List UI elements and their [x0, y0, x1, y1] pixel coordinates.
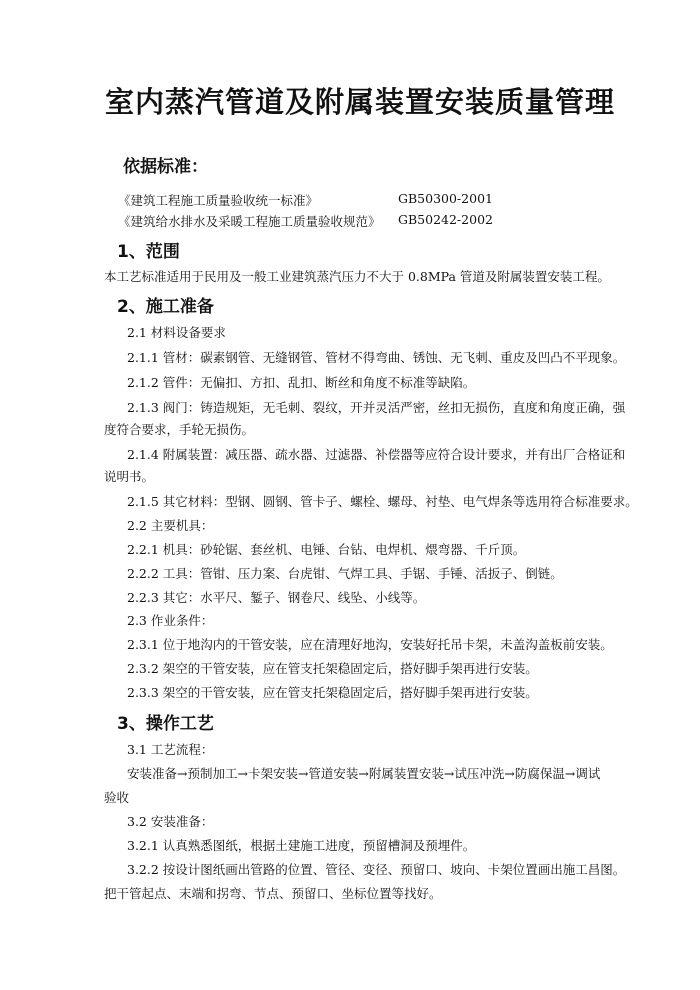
section-1-heading: 1、范围	[117, 242, 180, 262]
section-1-text: 本工艺标准适用于民用及一般工业建筑蒸汽压力不大于 0.8MPa 管道及附属装置安装工程。	[104, 269, 610, 284]
clause-3-2-2: 3.2.2 按设计图纸画出管路的位置、管径、变径、预留口、坡向、卡架位置画出施工昌图。	[127, 862, 626, 877]
clause-3-1: 3.1 工艺流程：	[127, 742, 214, 757]
standard-name: 《建筑给水排水及采暖工程施工质量验收规范》	[118, 214, 381, 229]
clause-2-1-3: 2.1.3 阀门：铸造规矩，无毛刺、裂纹，开并灵活严密，丝扣无损伤，直度和角度正确，强	[127, 400, 626, 415]
clause-2-2: 2.2 主要机具：	[127, 518, 214, 533]
section-3-heading: 3、操作工艺	[117, 714, 214, 734]
clause-2-1-4: 2.1.4 附属装置：减压器、疏水器、过滤器、补偿器等应符合设计要求，并有出厂合格证和	[127, 447, 626, 462]
clause-2-1: 2.1 材料设备要求	[127, 325, 226, 340]
process-flow: 安装准备→预制加工→卡架安装→管道安装→附属装置安装→试压冲洗→防腐保温→调试	[127, 766, 601, 781]
clause-2-1-3-continued: 度符合要求，手轮无损伤。	[104, 422, 255, 437]
basis-heading: 依据标准：	[123, 157, 208, 177]
clause-2-1-5: 2.1.5 其它材料：型钢、圆钢、管卡子、螺栓、螺母、衬垫、电气焊条等选用符合标准要求。	[127, 494, 638, 509]
clause-2-2-3: 2.2.3 其它：水平尺、錾子、钢卷尺、线坠、小线等。	[127, 590, 426, 605]
clause-2-3: 2.3 作业条件：	[127, 613, 214, 628]
clause-2-1-2: 2.1.2 管件：无偏扣、方扣、乱扣、断丝和角度不标准等缺陷。	[127, 375, 476, 390]
clause-2-2-2: 2.2.2 工具：管钳、压力案、台虎钳、气焊工具、手锯、手锤、活扳子、倒链。	[127, 566, 563, 581]
clause-2-3-3: 2.3.3 架空的干管安装，应在管支托架稳固定后，搭好脚手架再进行安装。	[127, 685, 538, 700]
clause-3-2: 3.2 安装准备：	[127, 814, 214, 829]
clause-2-3-1: 2.3.1 位于地沟内的干管安装，应在清理好地沟，安装好托吊卡架，未盖沟盖板前安装。	[127, 637, 613, 652]
standard-name: 《建筑工程施工质量验收统一标准》	[118, 193, 319, 208]
clause-2-3-2: 2.3.2 架空的干管安装，应在管支托架稳固定后，搭好脚手架再进行安装。	[127, 661, 538, 676]
clause-2-2-1: 2.2.1 机具：砂轮锯、套丝机、电锤、台钻、电焊机、煨弯器、千斤顶。	[127, 542, 526, 557]
standard-code: GB50242-2002	[398, 212, 493, 227]
standard-row	[118, 191, 493, 209]
clause-3-2-1: 3.2.1 认真熟悉图纸，根据土建施工进度，预留槽洞及预埋件。	[127, 838, 476, 853]
clause-2-1-4-continued: 说明书。	[104, 469, 155, 484]
standard-code: GB50300-2001	[398, 191, 493, 206]
clause-3-2-2-continued: 把干管起点、末端和拐弯、节点、预留口、坐标位置等找好。	[104, 886, 442, 901]
document-title: 室内蒸汽管道及附属装置安装质量管理	[104, 85, 615, 119]
standard-row	[118, 212, 493, 230]
section-2-heading: 2、施工准备	[117, 297, 214, 317]
process-flow-continued: 验收	[104, 790, 130, 805]
clause-2-1-1: 2.1.1 管材：碳素钢管、无缝钢管、管材不得弯曲、锈蚀、无飞刺、重皮及凹凸不平现象。	[127, 350, 626, 365]
